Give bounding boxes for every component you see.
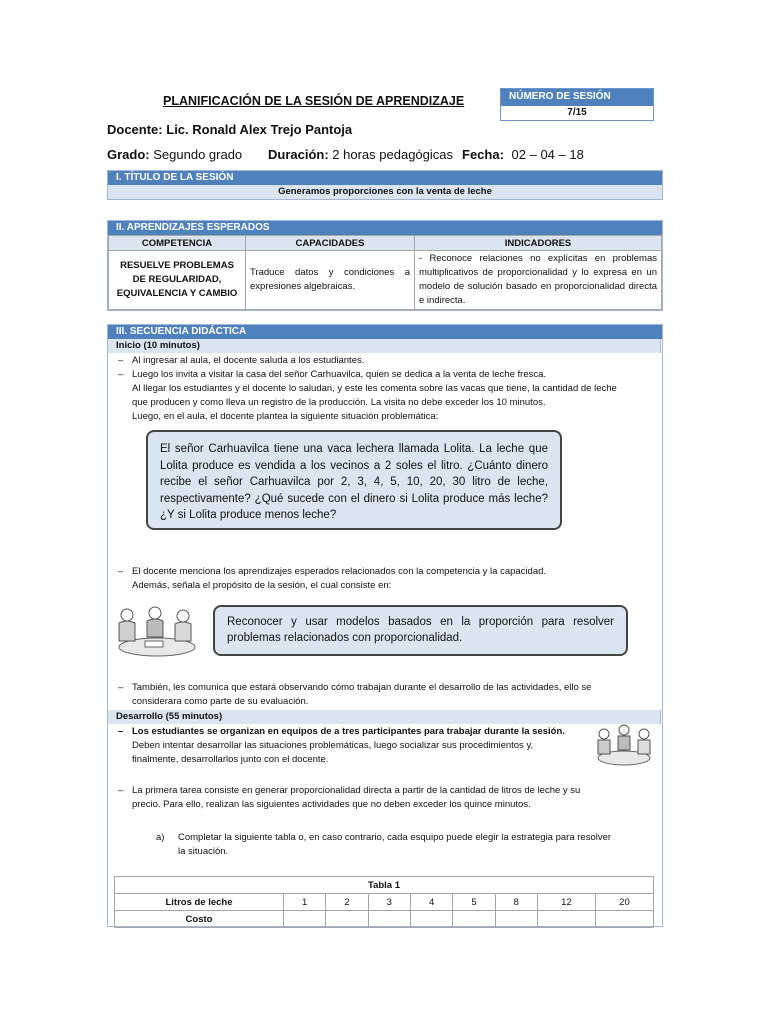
purpose-text: Reconocer y usar modelos basados en la proporción para resolver problemas relacionados con proporcionalidad. [227, 616, 614, 644]
row-litros-label: Litros de leche [115, 894, 284, 911]
session-number-box [500, 88, 654, 121]
desarrollo-para-1b: finalmente, desarrollarlos junto con el docente. [132, 754, 329, 765]
a-content [178, 831, 656, 859]
inicio-content [118, 354, 656, 424]
section-titulo [107, 170, 663, 200]
duracion-value: 2 horas pedagógicas [332, 147, 453, 162]
fecha-label: Fecha: [462, 147, 504, 162]
litros-value: 4 [410, 894, 452, 911]
aprendizajes-table [108, 235, 662, 310]
inicio-item-1: – Al ingresar al aula, el docente saluda a los estudiantes. [118, 354, 656, 368]
fecha-line [462, 147, 584, 162]
duracion-line [268, 147, 453, 162]
costo-cell[interactable] [326, 911, 368, 928]
duracion-label: Duración: [268, 147, 329, 162]
a-label: a) [156, 832, 165, 843]
litros-value: 12 [537, 894, 595, 911]
desarrollo-content-2 [118, 784, 656, 812]
grado-value: Segundo grado [153, 147, 243, 162]
inicio-para-2: que producen y como lleva un registro de la producción. La visita no debe exceder los 10 minutos. [132, 397, 546, 408]
tambien-item: – También, les comunica que estará observando cómo trabajan durante el desarrollo de las actividades, ello se [118, 681, 656, 695]
proposito-content [118, 565, 656, 593]
page-title: PLANIFICACIÓN DE LA SESIÓN DE APRENDIZAJE [163, 94, 465, 108]
litros-value: 3 [368, 894, 410, 911]
tabla-caption: Tabla 1 [115, 877, 654, 894]
docente-line [107, 122, 352, 137]
inicio-heading: Inicio (10 minutos) [107, 339, 661, 353]
fecha-value: 02 – 04 – 18 [511, 147, 584, 162]
litros-value: 8 [495, 894, 537, 911]
col-capacidades: CAPACIDADES [246, 236, 415, 251]
section-aprendizajes [107, 220, 663, 311]
desarrollo-item-2: – La primera tarea consiste en generar proporcionalidad directa a partir de la cantidad de litros de leche y su [118, 784, 656, 798]
litros-value: 1 [284, 894, 326, 911]
capacidades-cell: Traduce datos y condiciones a expresiones algebraicas. [246, 251, 415, 310]
inicio-para-1: Al llegar los estudiantes y el docente lo saludan, y este les comenta sobre las vacas que tiene, la cantidad de leche [132, 383, 617, 394]
desarrollo-para-2: precio. Para ello, realizan las siguientes actividades que no deben exceder los quince minutos. [132, 799, 531, 810]
col-indicadores: INDICADORES [415, 236, 662, 251]
desarrollo-heading: Desarrollo (55 minutos) [107, 710, 661, 724]
costo-cell[interactable] [537, 911, 595, 928]
tambien-para: considerara como parte de su evaluación. [132, 696, 309, 707]
proposito-para: Además, señala el propósito de la sesión, el cual consiste en: [132, 580, 392, 591]
tambien-content [118, 681, 656, 709]
docente-label: Docente: [107, 122, 163, 137]
tabla-1 [114, 876, 654, 928]
section-secuencia-heading: III. SECUENCIA DIDÁCTICA [108, 325, 662, 339]
indicadores-cell: - Reconoce relaciones no explícitas en problemas multiplicativos de proporcionalidad y lo expresa en un modelo de solución basado en proporcionalidad directa e indirecta. [415, 251, 662, 310]
costo-cell[interactable] [284, 911, 326, 928]
team-illustration [592, 722, 656, 772]
purpose-box [213, 605, 628, 656]
row-costo-label: Costo [115, 911, 284, 928]
section-aprendizajes-heading: II. APRENDIZAJES ESPERADOS [108, 221, 662, 235]
grado-line [107, 147, 242, 162]
inicio-item-2: – Luego los invita a visitar la casa del señor Carhuavilca, quien se dedica a la venta de leche fresca. [118, 368, 656, 382]
col-competencia: COMPETENCIA [109, 236, 246, 251]
grado-label: Grado: [107, 147, 150, 162]
litros-value: 2 [326, 894, 368, 911]
proposito-item: – El docente menciona los aprendizajes esperados relacionados con la competencia y la capacidad. [118, 565, 656, 579]
desarrollo-para-1a: Deben intentar desarrollar las situaciones problemáticas, luego socializar sus procedimientos y, [132, 740, 534, 751]
desarrollo-item-1: – Los estudiantes se organizan en equipos de a tres participantes para trabajar durante la sesión. [118, 725, 598, 739]
students-illustration [111, 603, 203, 663]
costo-cell[interactable] [453, 911, 495, 928]
costo-cell[interactable] [595, 911, 653, 928]
desarrollo-content-1 [118, 725, 598, 767]
litros-value: 5 [453, 894, 495, 911]
session-number-value: 7/15 [567, 107, 587, 118]
problem-text: El señor Carhuavilca tiene una vaca lechera llamada Lolita. La leche que Lolita produce es vendida a los vecinos a 2 soles el litro. ¿Cuánto dinero recibe el señor Carhuavilca por 2, 3, 4, 5, 10, 20, 30 litro de leche, respectivamente? ¿Qué sucede con el dinero si Lolita produce más leche? ¿Y si Lolita produce menos leche? [160, 443, 548, 521]
problem-box [146, 430, 562, 530]
costo-cell[interactable] [368, 911, 410, 928]
a-text-1: Completar la siguiente tabla o, en caso contrario, cada esquipo puede elegir la estrategia para resolver [178, 832, 612, 843]
section-titulo-heading: I. TÍTULO DE LA SESIÓN [108, 171, 662, 185]
inicio-para-3: Luego, en el aula, el docente plantea la siguiente situación problemática: [132, 411, 439, 422]
competencia-cell: RESUELVE PROBLEMAS DE REGULARIDAD, EQUIVALENCIA Y CAMBIO [109, 251, 246, 310]
costo-cell[interactable] [495, 911, 537, 928]
litros-value: 20 [595, 894, 653, 911]
a-text-2: la situación. [178, 846, 229, 857]
session-title: Generamos proporciones con la venta de leche [108, 185, 662, 199]
docente-value: Lic. Ronald Alex Trejo Pantoja [166, 122, 353, 137]
costo-cell[interactable] [410, 911, 452, 928]
session-number-label: NÚMERO DE SESIÓN [501, 89, 653, 106]
tabla-1-table [114, 876, 654, 928]
